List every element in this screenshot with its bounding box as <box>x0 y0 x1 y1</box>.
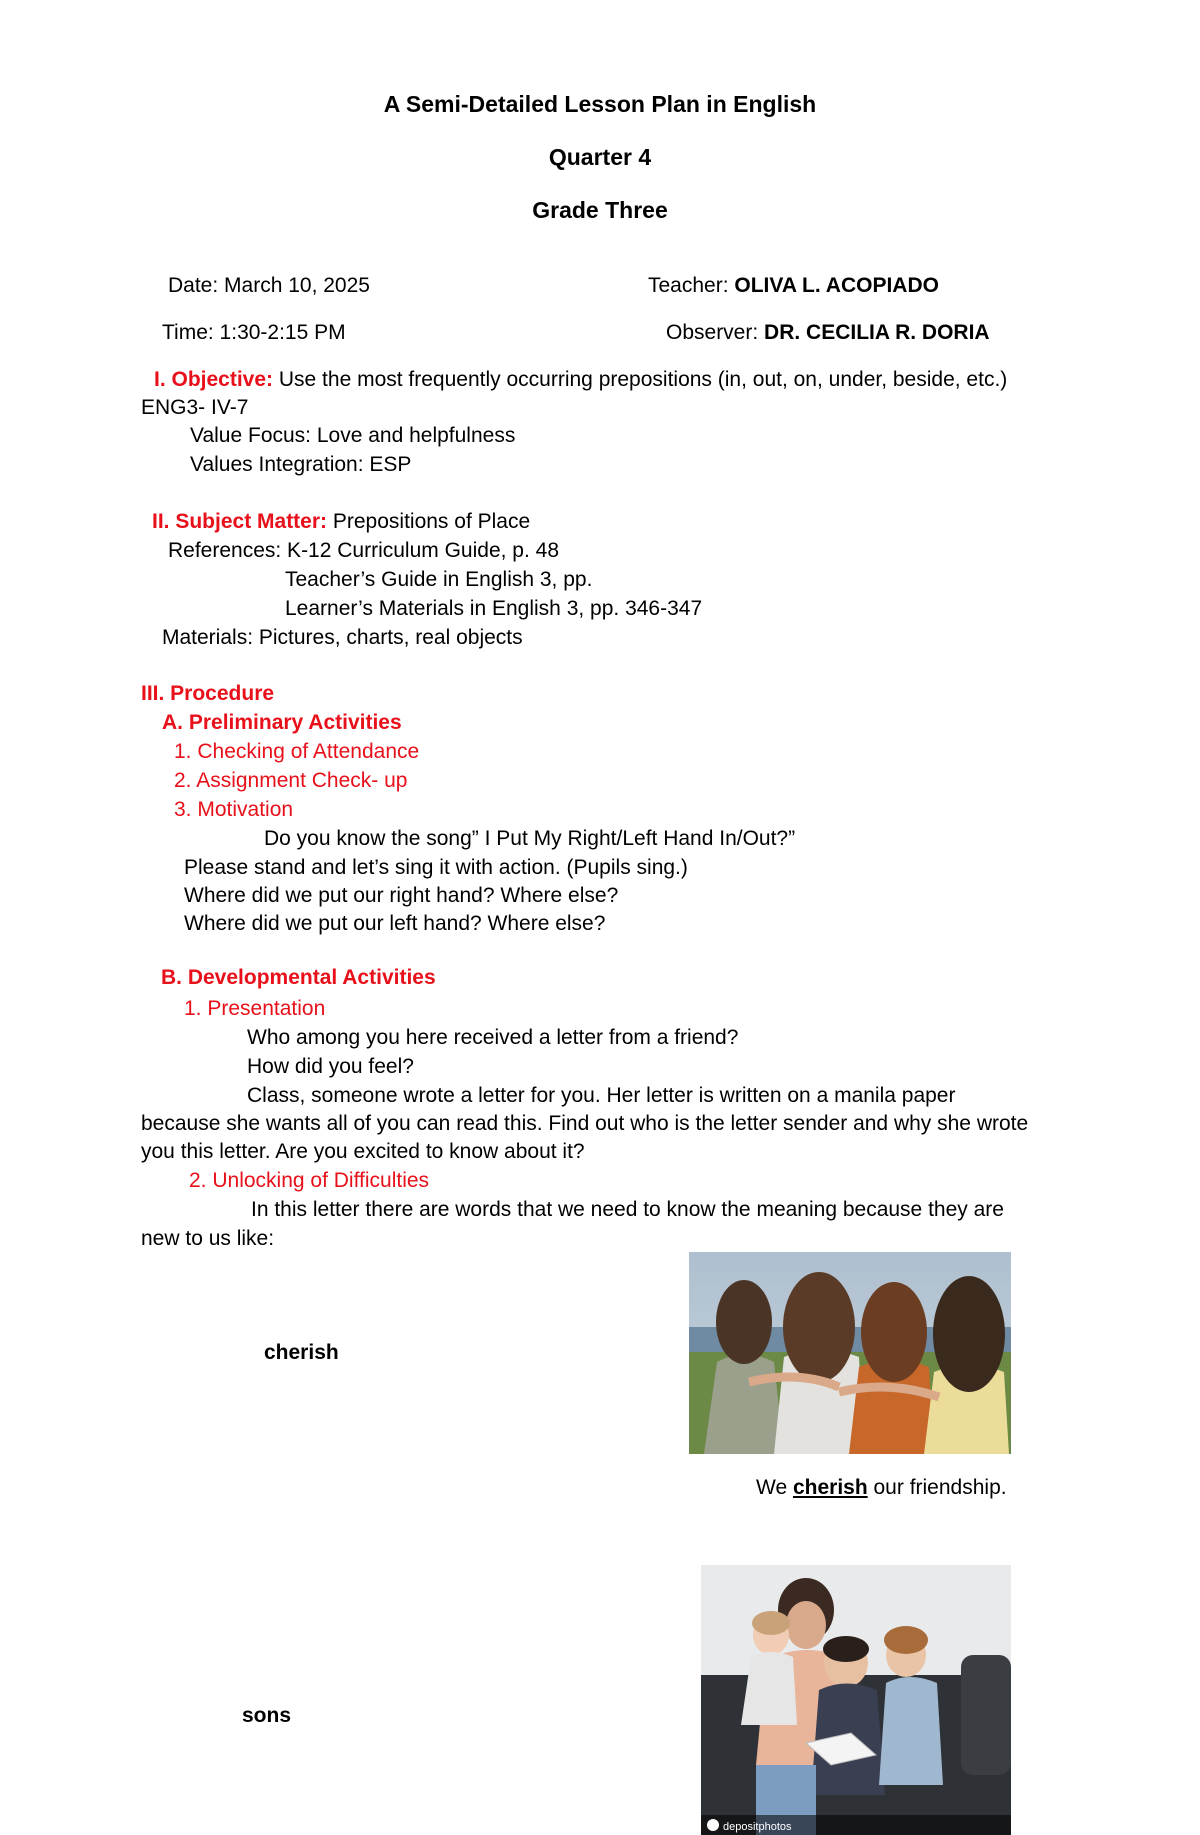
objective-line <box>154 369 1007 390</box>
presentation-line: How did you feel? <box>247 1055 414 1078</box>
father-with-sons-photo <box>701 1565 1011 1835</box>
observer-name: DR. CECILIA R. DORIA <box>764 321 990 344</box>
objective-text: Use the most frequently occurring prepositions (in, out, on, under, beside, etc.) <box>273 368 1008 391</box>
quarter-label: Quarter 4 <box>548 144 652 170</box>
teacher-name: OLIVA L. ACOPIADO <box>734 274 939 297</box>
motivation-line: Where did we put our left hand? Where else? <box>184 912 606 935</box>
cherish-sentence-before: We <box>756 1476 793 1499</box>
unlocking-heading: 2. Unlocking of Difficulties <box>189 1169 430 1192</box>
checking-attendance: 1. Checking of Attendance <box>174 740 420 763</box>
references: References: K-12 Curriculum Guide, p. 48 <box>168 539 560 562</box>
presentation-line: Class, someone wrote a letter for you. Her letter is written on a manila paper <box>247 1084 956 1107</box>
teachers-guide: Teacher’s Guide in English 3, pp. <box>285 568 593 591</box>
teacher-line <box>648 275 939 296</box>
objective-heading: I. Objective: <box>154 368 274 391</box>
document-title: A Semi-Detailed Lesson Plan in English <box>383 91 817 117</box>
friends-photo <box>689 1252 1011 1454</box>
family-photo <box>701 1565 1011 1835</box>
observer-label: Observer: <box>666 321 765 344</box>
watermark-text: depositphotos <box>723 1821 792 1833</box>
motivation-line: Where did we put our right hand? Where else? <box>184 884 619 907</box>
presentation-line: because she wants all of you can read this. Find out who is the letter sender and why she wrote <box>141 1112 1029 1135</box>
presentation-line: you this letter. Are you excited to know about it? <box>141 1140 585 1163</box>
presentation-line: Who among you here received a letter from a friend? <box>247 1026 739 1049</box>
motivation: 3. Motivation <box>174 798 294 821</box>
motivation-line: Please stand and let’s sing it with action. (Pupils sing.) <box>184 856 688 879</box>
date-label: Date: March 10, 2025 <box>168 274 370 297</box>
preliminary-heading: A. Preliminary Activities <box>162 711 402 734</box>
vocab-word-cherish: cherish <box>264 1341 339 1364</box>
subject-matter-heading: II. Subject Matter: <box>152 510 328 533</box>
cherish-sentence <box>756 1477 1007 1498</box>
grade-label: Grade Three <box>532 197 668 223</box>
learners-materials: Learner’s Materials in English 3, pp. 346-347 <box>285 597 703 620</box>
subject-matter-line <box>152 511 530 532</box>
value-focus: Value Focus: Love and helpfulness <box>190 424 516 447</box>
presentation-heading: 1. Presentation <box>184 997 326 1020</box>
unlocking-line: In this letter there are words that we need to know the meaning because they are <box>251 1198 1004 1221</box>
objective-code: ENG3- IV-7 <box>141 396 249 419</box>
assignment-checkup: 2. Assignment Check- up <box>174 769 408 792</box>
cherish-sentence-word: cherish <box>792 1476 868 1499</box>
observer-line <box>666 322 990 343</box>
four-friends-hugging-photo <box>689 1252 1011 1454</box>
values-integration: Values Integration: ESP <box>190 453 412 476</box>
developmental-heading: B. Developmental Activities <box>161 966 436 989</box>
time-label: Time: 1:30-2:15 PM <box>162 321 346 344</box>
subject-matter-text: Prepositions of Place <box>327 510 531 533</box>
motivation-line: Do you know the song” I Put My Right/Left Hand In/Out?” <box>264 827 796 850</box>
materials: Materials: Pictures, charts, real objects <box>162 626 523 649</box>
vocab-word-sons: sons <box>242 1704 292 1727</box>
unlocking-line: new to us like: <box>141 1227 275 1250</box>
teacher-label: Teacher: <box>648 274 735 297</box>
procedure-heading: III. Procedure <box>141 682 275 705</box>
cherish-sentence-after: our friendship. <box>867 1476 1007 1499</box>
